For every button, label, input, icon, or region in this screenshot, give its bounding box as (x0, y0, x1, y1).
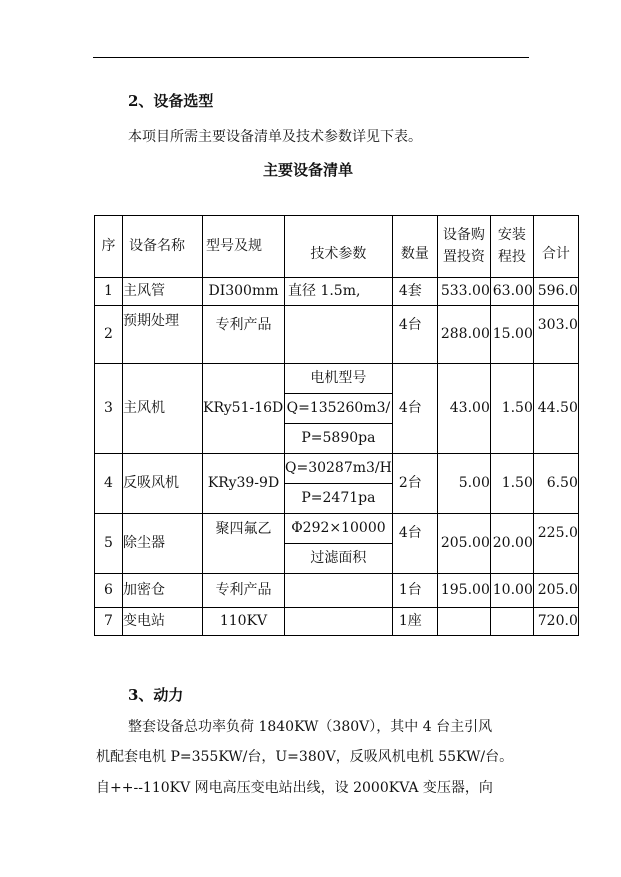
row-param-line-2: 过滤面积 (310, 549, 367, 566)
row-name: 变电站 (123, 608, 203, 636)
header-model: 型号及规 (203, 216, 285, 278)
row-param (285, 574, 393, 608)
row-model: KRy39-9D (203, 454, 285, 514)
row-qty: 4台 (392, 364, 437, 454)
section-2-heading: 2、设备选型 (128, 92, 214, 110)
row-total: 225.0 (533, 514, 578, 574)
row-name: 除尘器 (123, 514, 203, 574)
row-qty: 2台 (392, 454, 437, 514)
row-param-line-1: Q=30287m3/H (285, 454, 392, 484)
section-3-line-1: 整套设备总功率负荷 1840KW（380V），其中 4 台主引风 (128, 719, 493, 735)
table-row (95, 278, 579, 306)
row-install: 10.00 (490, 574, 533, 608)
row-seq: 3 (95, 364, 123, 454)
row-invest: 288.00 (437, 306, 490, 364)
row-param-line-3: P=5890pa (301, 429, 376, 446)
row-param (285, 608, 393, 636)
row-name: 主风管 (123, 278, 203, 306)
row-params (285, 454, 393, 514)
row-invest: 43.00 (437, 364, 490, 454)
header-rule (93, 57, 529, 58)
row-name: 主风机 (123, 364, 203, 454)
row-total: 44.50 (533, 364, 578, 454)
row-seq: 4 (95, 454, 123, 514)
row-install: 15.00 (490, 306, 533, 364)
table-header-row (95, 216, 579, 278)
header-qty: 数量 (392, 216, 437, 278)
row-invest: 5.00 (437, 454, 490, 514)
row-total: 596.0 (533, 278, 578, 306)
table-row (95, 306, 579, 364)
row-total: 303.0 (533, 306, 578, 364)
row-model: DI300mm (203, 278, 285, 306)
row-param: 直径 1.5m, (285, 278, 393, 306)
row-param-line-2: Q=135260m3/ (285, 394, 392, 424)
row-seq: 7 (95, 608, 123, 636)
section-2-intro: 本项目所需主要设备清单及技术参数详见下表。 (128, 129, 422, 145)
section-3-line-2: 机配套电机 P=355KW/台，U=380V，反吸风机电机 55KW/台。 (96, 749, 514, 765)
header-total: 合计 (533, 216, 578, 278)
row-model: 110KV (203, 608, 285, 636)
row-invest (437, 608, 490, 636)
row-install: 1.50 (490, 454, 533, 514)
row-seq: 5 (95, 514, 123, 574)
row-model: 专利产品 (203, 306, 285, 364)
table-row (95, 364, 579, 454)
row-seq: 6 (95, 574, 123, 608)
row-name: 预期处理 (123, 306, 203, 364)
row-param-line-1: Φ292×10000 (285, 514, 392, 544)
row-name: 反吸风机 (123, 454, 203, 514)
table-caption: 主要设备清单 (263, 161, 354, 179)
row-install: 1.50 (490, 364, 533, 454)
equipment-table (94, 215, 579, 636)
header-params: 技术参数 (285, 216, 393, 278)
header-install-line-1: 安装 (497, 227, 526, 244)
row-qty: 1座 (392, 608, 437, 636)
header-seq: 序 (95, 216, 123, 278)
row-install (490, 608, 533, 636)
table-row (95, 574, 579, 608)
row-model: 专利产品 (203, 574, 285, 608)
section-3-line-3: 自++--110KV 网电高压变电站出线，设 2000KVA 变压器，向 (96, 780, 493, 796)
row-invest: 205.00 (437, 514, 490, 574)
row-model: 聚四氟乙 (203, 514, 285, 574)
header-invest (437, 216, 490, 278)
row-qty: 4台 (392, 514, 437, 574)
row-install: 63.00 (490, 278, 533, 306)
row-qty: 4台 (392, 306, 437, 364)
row-param-line-2: P=2471pa (301, 489, 376, 506)
row-model: KRy51-16D (203, 364, 285, 454)
header-install (490, 216, 533, 278)
row-params (285, 514, 393, 574)
table-row (95, 608, 579, 636)
row-name: 加密仓 (123, 574, 203, 608)
header-name: 设备名称 (123, 216, 203, 278)
header-install-line-2: 程投 (497, 248, 526, 265)
header-invest-line-2: 置投资 (442, 248, 485, 265)
row-param-line-1: 电机型号 (285, 364, 392, 394)
header-invest-line-1: 设备购 (442, 227, 485, 244)
section-3-heading: 3、动力 (128, 686, 184, 704)
row-params (285, 364, 393, 454)
row-qty: 1台 (392, 574, 437, 608)
row-invest: 195.00 (437, 574, 490, 608)
row-seq: 1 (95, 278, 123, 306)
row-invest: 533.00 (437, 278, 490, 306)
row-install: 20.00 (490, 514, 533, 574)
row-qty: 4套 (392, 278, 437, 306)
row-param (285, 306, 393, 364)
row-total: 720.0 (533, 608, 578, 636)
row-seq: 2 (95, 306, 123, 364)
row-total: 205.0 (533, 574, 578, 608)
row-total: 6.50 (533, 454, 578, 514)
table-row (95, 454, 579, 514)
table-row (95, 514, 579, 574)
